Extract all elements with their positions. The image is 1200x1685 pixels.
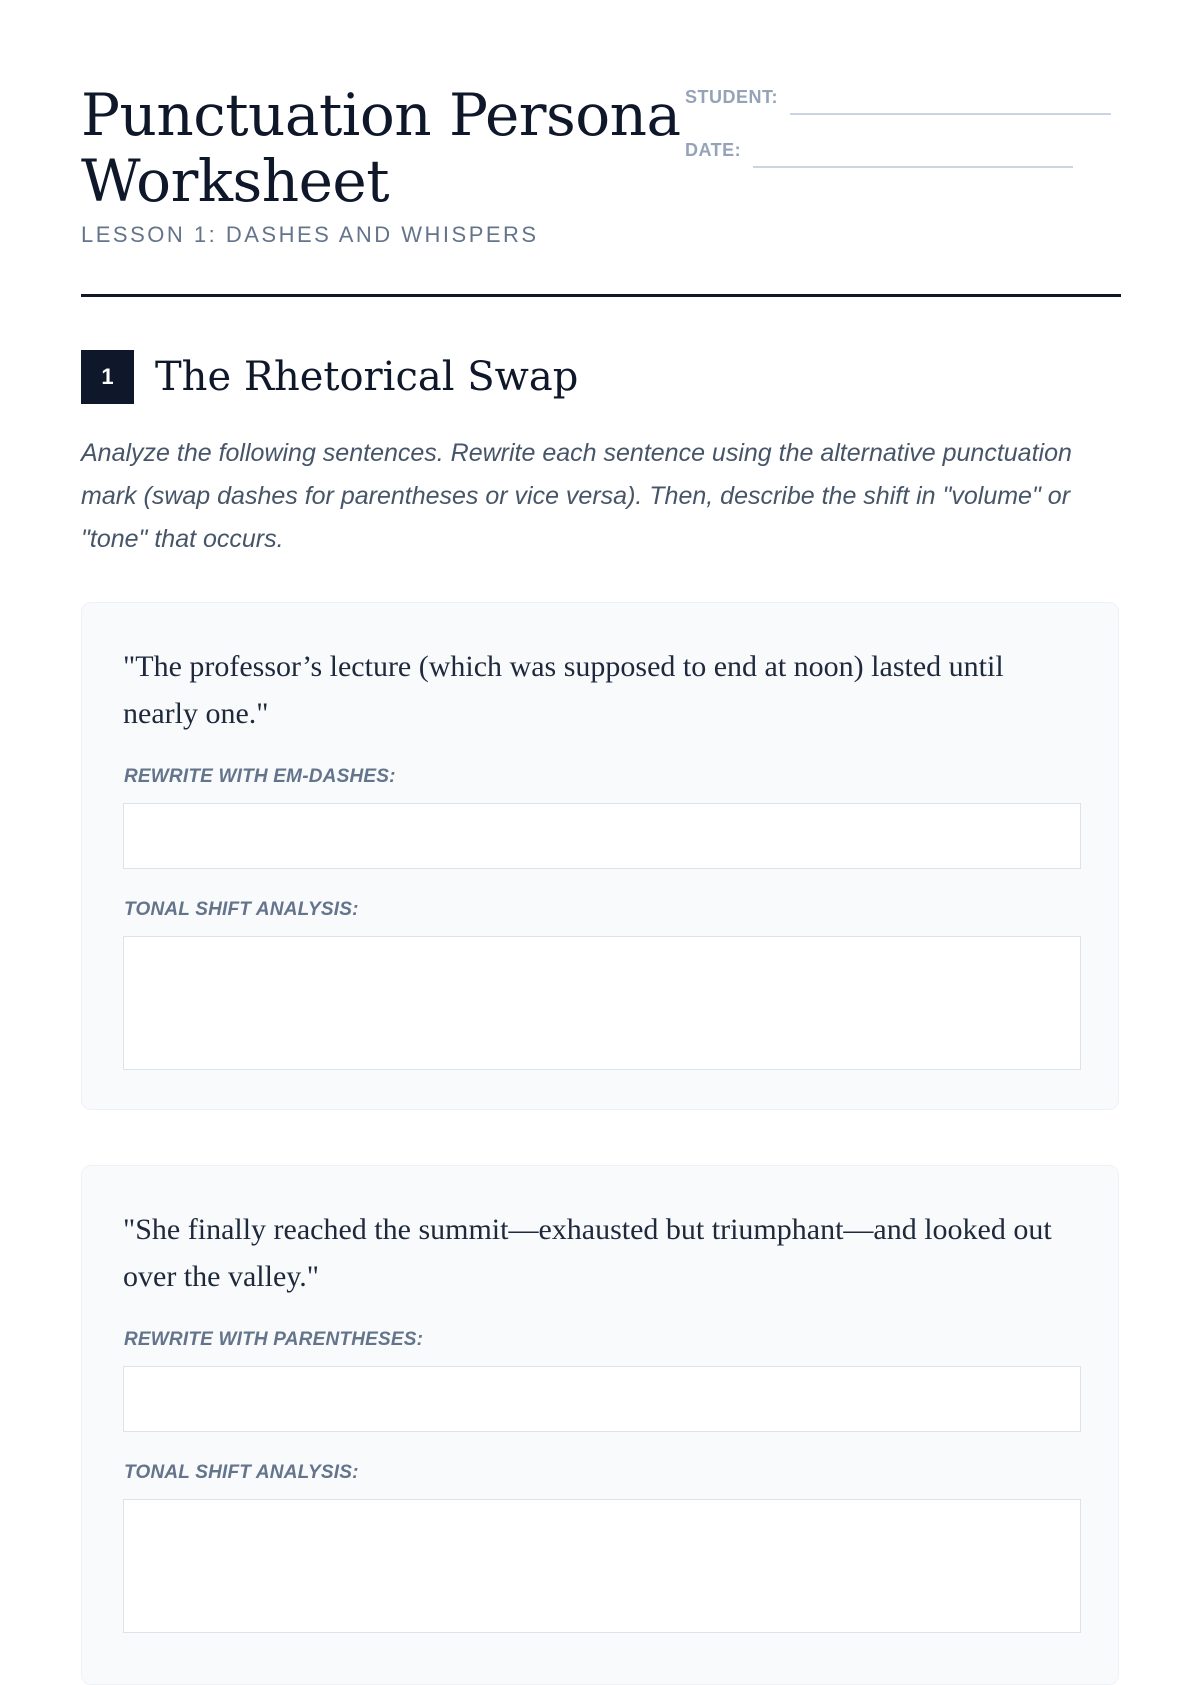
exercise-sentence: "The professor’s lecture (which was supposed to end at noon) lasted until nearly one." xyxy=(123,650,1004,730)
date-line[interactable] xyxy=(753,166,1073,168)
student-label: STUDENT: xyxy=(685,87,778,107)
exercise-card xyxy=(81,1165,1119,1685)
rewrite-label: REWRITE WITH EM-DASHES: xyxy=(124,766,396,787)
section-number-badge: 1 xyxy=(81,350,134,404)
section-title: The Rhetorical Swap xyxy=(155,354,579,400)
student-line[interactable] xyxy=(790,113,1111,115)
rewrite-label: REWRITE WITH PARENTHESES: xyxy=(124,1329,424,1350)
worksheet-page xyxy=(81,0,1121,1483)
analysis-label: TONAL SHIFT ANALYSIS: xyxy=(124,899,359,920)
date-field xyxy=(685,139,1073,169)
analysis-label: TONAL SHIFT ANALYSIS: xyxy=(124,1462,359,1483)
page-title: Punctuation Persona Worksheet xyxy=(81,81,681,215)
student-field xyxy=(685,86,1111,116)
worksheet-header xyxy=(81,0,1121,298)
section-heading xyxy=(81,350,578,404)
exercise-sentence: "She finally reached the summit—exhausted but triumphant—and looked out over the valley." xyxy=(123,1213,1052,1293)
rewrite-answer-box[interactable] xyxy=(123,1366,1081,1432)
rewrite-answer-box[interactable] xyxy=(123,803,1081,869)
header-divider xyxy=(81,294,1121,297)
analysis-answer-box[interactable] xyxy=(123,1499,1081,1633)
section-instructions: Analyze the following sentences. Rewrite each sentence using the alternative punctuation mark (swap dashes for parentheses or vice versa). Then, describe the shift in "volume" or "tone" that occurs. xyxy=(81,439,1072,553)
exercise-card xyxy=(81,602,1119,1110)
lesson-subtitle: LESSON 1: DASHES AND WHISPERS xyxy=(81,222,539,247)
date-label: DATE: xyxy=(685,140,742,160)
analysis-answer-box[interactable] xyxy=(123,936,1081,1070)
